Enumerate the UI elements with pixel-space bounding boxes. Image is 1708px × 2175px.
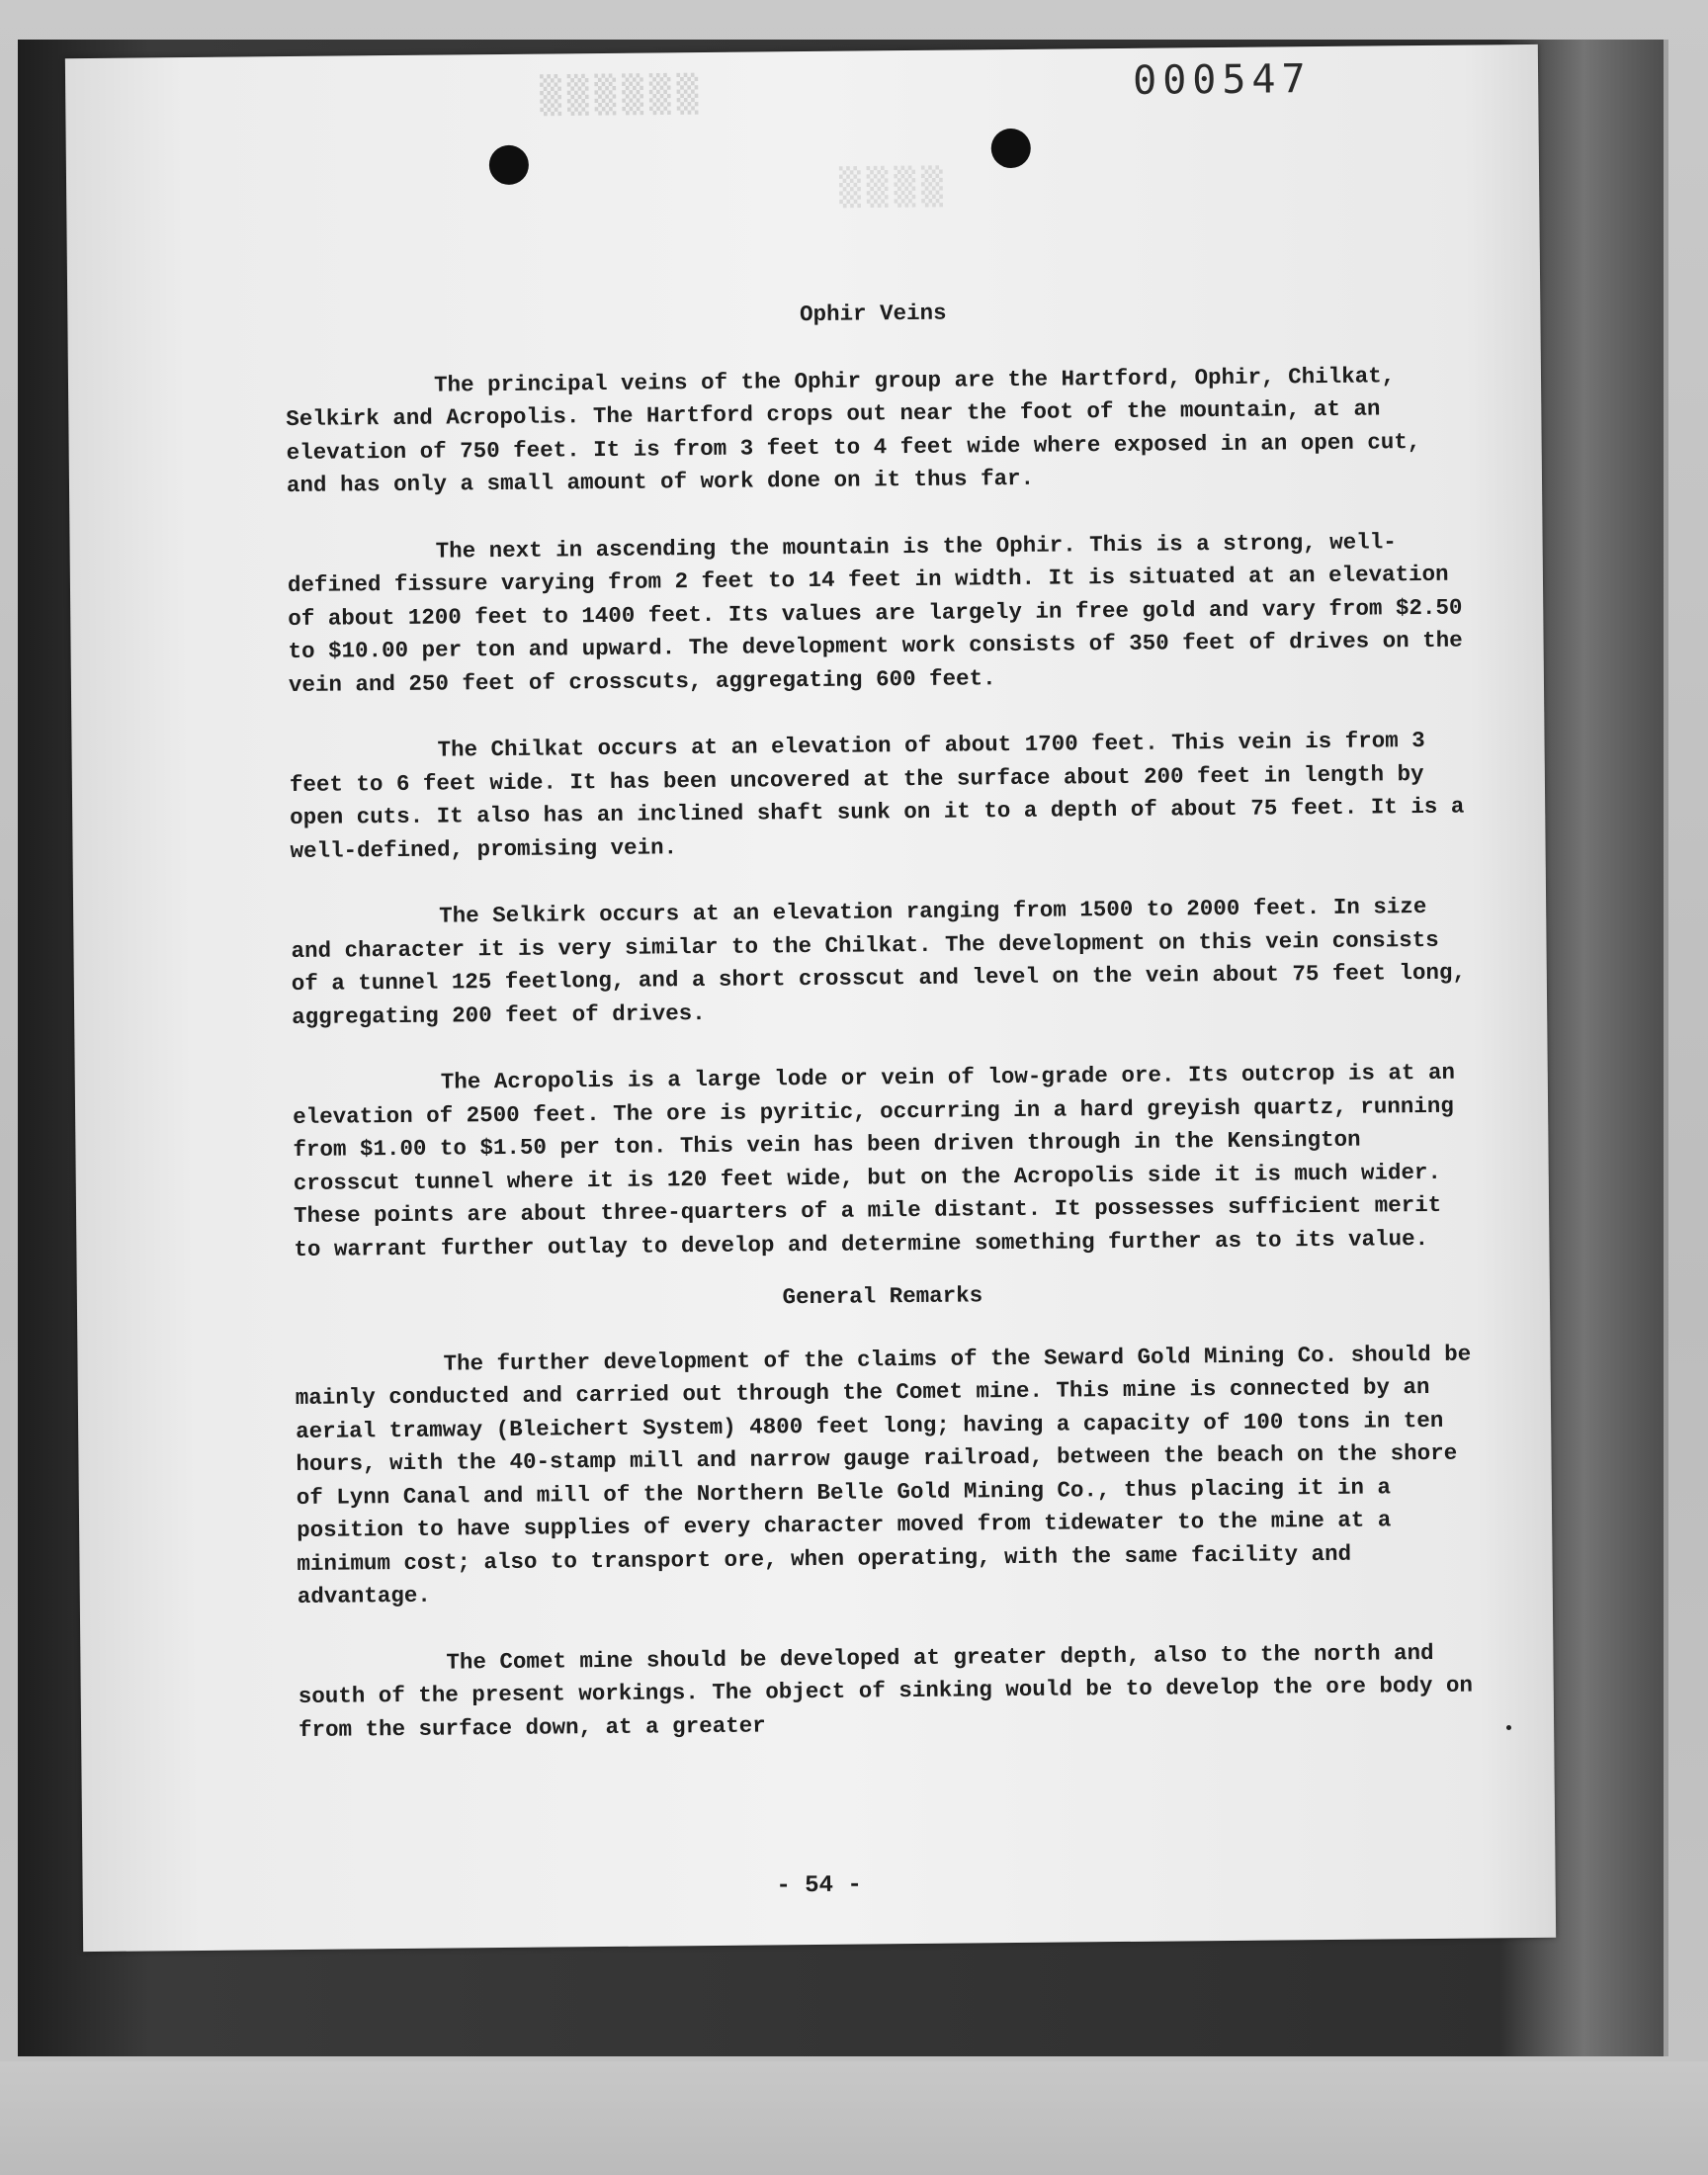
document-body xyxy=(285,293,1475,1781)
stamp-number: 000547 xyxy=(1132,56,1312,104)
paragraph: The Acropolis is a large lode or vein of low-grade ore. Its outcrop is at an elevation of 2500 feet. The ore is pyritic, occurring in a hard greyish quartz, running from $1.00 to $1.50 per ton. This vein has been driven through in the Kensington crosscut tunnel where it is 120 feet wide, but on the Acropolis side it is much wider. These points are about three-quarters of a mile distant. It possesses sufficient merit to warrant further outlay to develop and determine something further as to its value. xyxy=(293,1059,1456,1262)
punch-hole xyxy=(489,145,529,185)
document-page xyxy=(65,44,1556,1952)
paragraph: The further development of the claims of the Seward Gold Mining Co. should be mainly conducted and carried out through the Comet mine. This mine is connected by an aerial tramway (Bleichert System) 4800 feet long; having a capacity of 100 tons in ten hours, with the 40-stamp mill and narrow gauge railroad, between the beach on the shore of Lynn Canal and mill of the Northern Belle Gold Mining Co., thus placing it in a position to have supplies of every character moved from tidewater to the mine at a minimum cost; also to transport ore, when operating, with the same facility and advantage. xyxy=(295,1341,1472,1610)
ghost-bleed-mark: ▒▒▒▒▒▒ xyxy=(540,73,705,117)
scan-bottom-margin xyxy=(0,2061,1708,2175)
section-heading: General Remarks xyxy=(782,1282,983,1311)
page-label: - 54 - xyxy=(776,1871,862,1900)
paragraph: The Comet mine should be developed at greater depth, also to the north and south of the present workings. The object of sinking would be to develop the ore body on from the surface down, at a greater xyxy=(298,1639,1474,1743)
section-heading: Ophir Veins xyxy=(799,300,947,328)
paragraph: The Selkirk occurs at an elevation ranging from 1500 to 2000 feet. In size and character it is very similar to the Chilkat. The development on this vein consists of a tunnel 125 feetlong, and a short crosscut and level on the vein about 75 feet long, aggregating 200 feet of drives. xyxy=(291,894,1467,1030)
punch-hole xyxy=(991,129,1031,168)
dust-speck xyxy=(1506,1725,1511,1730)
paragraph: The next in ascending the mountain is the Ophir. This is a strong, well-defined fissure varying from 2 feet to 14 feet in width. It is situated at an elevation of about 1200 feet to 1400 feet. Its values are largely in free gold and vary from $2.50 to $10.00 per ton and upward. The development work consists of 350 feet of drives on the vein and 250 feet of crosscuts, aggregating 600 feet. xyxy=(287,528,1463,698)
ghost-bleed-mark: ▒▒▒▒ xyxy=(838,166,950,209)
paragraph: The Chilkat occurs at an elevation of about 1700 feet. This vein is from 3 feet to 6 feet wide. It has been uncovered at the surface about 200 feet in length by open cuts. It also has an inclined shaft sunk on it to a depth of about 75 feet. It is a well-defined, promising vein. xyxy=(289,728,1465,864)
paragraph: The principal veins of the Ophir group are the Hartford, Ophir, Chilkat, Selkirk and Acropolis. The Hartford crops out near the foot of the mountain, at an elevation of 750 feet. It is from 3 feet to 4 feet wide where exposed in an open cut, and has only a small amount of work done on it thus far. xyxy=(286,362,1421,499)
